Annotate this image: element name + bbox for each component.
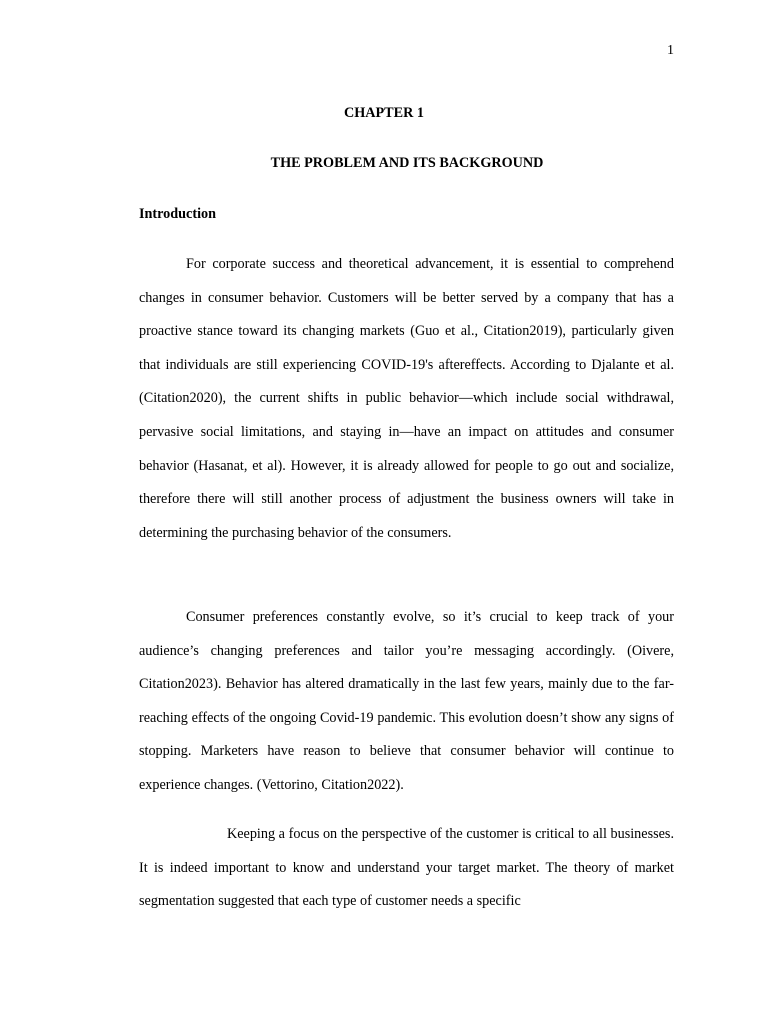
paragraph-1: For corporate success and theoretical advancement, it is essential to comprehend changes in consumer behavior. Customers will be better served by a company that has a proactive stance toward its changing markets (Guo et al., Citation2019), particularly given that individuals are still experiencing COVID-19's aftereffects. According to Djalante et al. (Citation2020), the current shifts in public behavior—which include social withdrawal, pervasive social limitations, and staying in—have an impact on attitudes and consumer behavior (Hasanat, et al). However, it is already allowed for people to go out and socialize, therefore there will still another process of adjustment the business owners will take in determining the purchasing behavior of the consumers. (139, 256, 674, 541)
paragraph-2: Consumer preferences constantly evolve, so it’s crucial to keep track of your audience’s changing preferences and tailor you’re messaging accordingly. (Oivere, Citation2023). Behavior has altered dramatically in the last few years, mainly due to the far-reaching effects of the ongoing Covid-19 pandemic. This evolution doesn’t show any signs of stopping. Marketers have reason to believe that consumer behavior will continue to experience changes. (Vettorino, Citation2022). (139, 609, 674, 793)
section-heading-introduction: Introduction (139, 206, 216, 222)
chapter-title: CHAPTER 1 (343, 105, 424, 121)
paragraph-3: Keeping a focus on the perspective of the customer is critical to all businesses. It is indeed important to know and understand your target market. The theory of market segmentation suggested that each type of customer needs a specific (139, 826, 674, 910)
chapter-subtitle: THE PROBLEM AND ITS BACKGROUND (270, 155, 544, 171)
page-number: 1 (667, 43, 674, 58)
